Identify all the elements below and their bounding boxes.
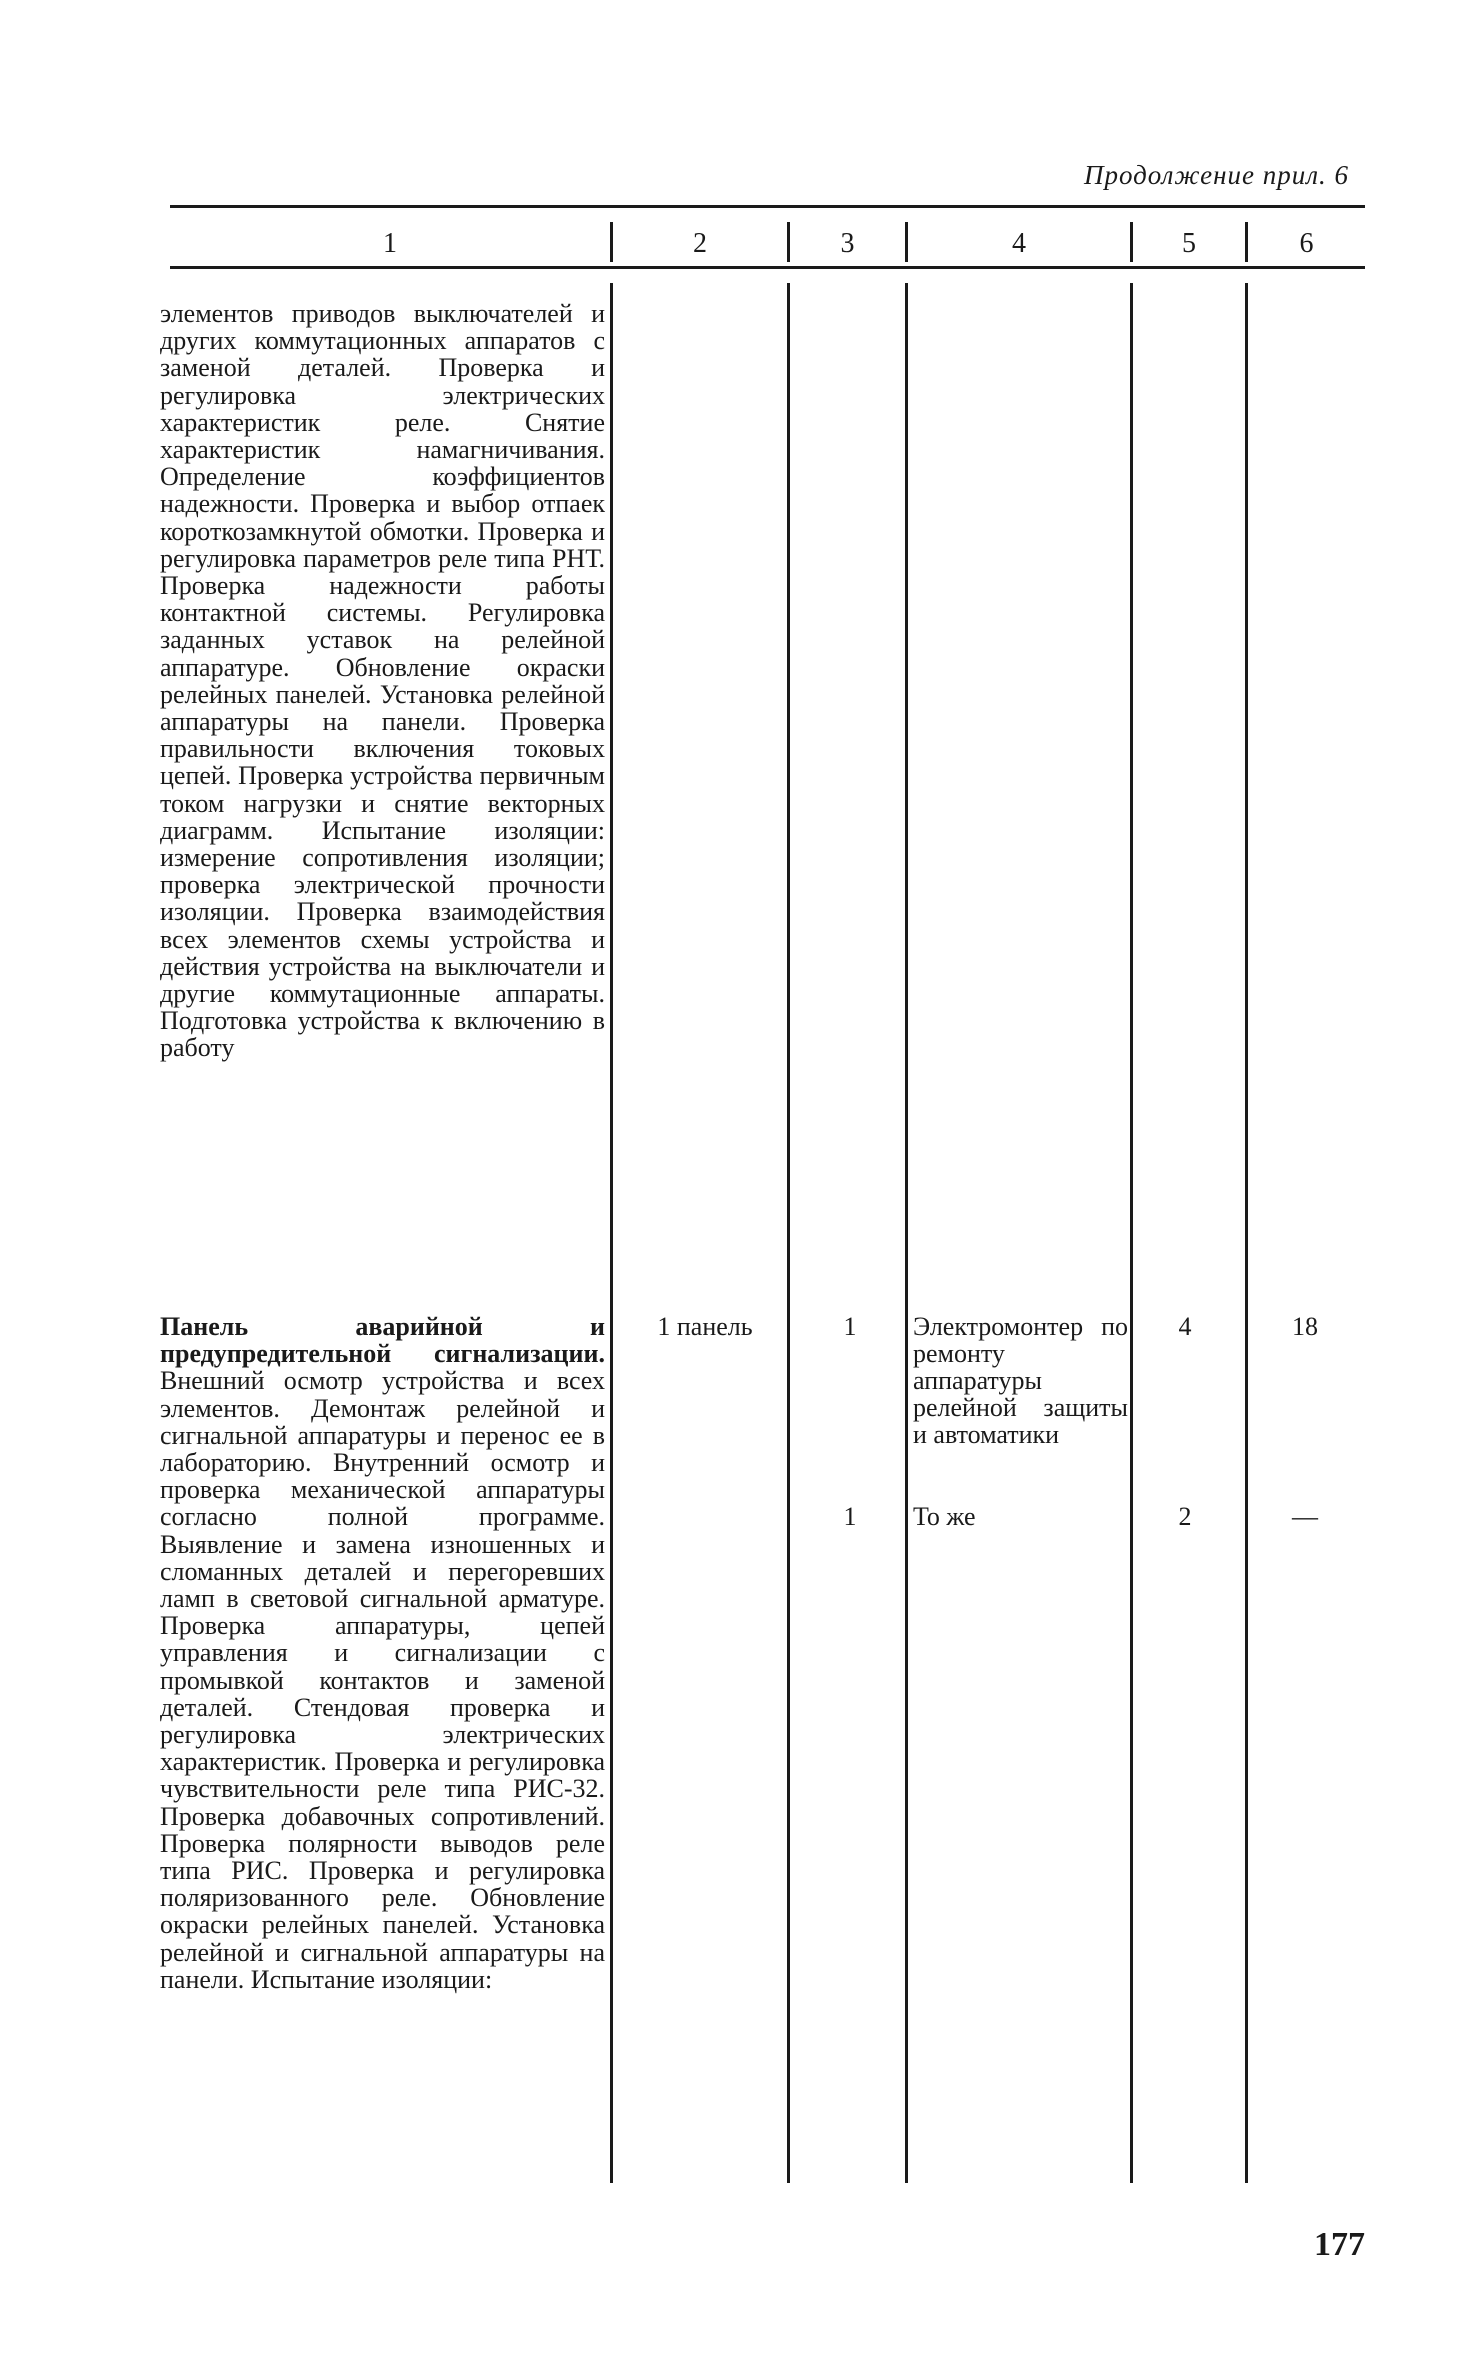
body-divider-2 <box>787 283 790 2183</box>
entry1-text: элементов приводов выключателей и других коммутационных аппаратов с заменой деталей. Проверка и регулировка электрических характеристик реле. Снятие характеристик намагничивания. Определение коэффициентов надежности. Проверка и выбор отпаек короткозамкнутой обмотки. Проверка и регулировка параметров реле типа РНТ. Проверка надежности работы контактной системы. Регулировка заданных уставок на релейной аппаратуре. Обновление окраски релейных панелей. Установка релейной аппаратуры на панели. Проверка правильности включения токовых цепей. Проверка устройства первичным током нагрузки и снятие векторных диаграмм. Испытание изоляции: измерение сопротивления изоляции; проверка электрической прочности изоляции. Проверка взаимодействия всех элементов схемы устройства и действия устройства на выключатели и другие коммутационные аппараты. Подготовка устройства к включению в работу <box>160 299 605 1063</box>
body-divider-1 <box>610 283 613 2183</box>
entry2-description <box>160 1313 605 1993</box>
entry2-row1-col2: 1 панель <box>657 1312 753 1341</box>
table-top-rule <box>170 205 1365 208</box>
header-col-3: 3 <box>840 228 855 259</box>
entry2-row1-col5: 4 <box>1178 1312 1192 1341</box>
entry2-paragraph <box>160 1313 605 1993</box>
entry2-row1-col6: 18 <box>1292 1312 1318 1341</box>
header-col-4: 4 <box>1012 228 1026 259</box>
header-col-5: 5 <box>1182 228 1196 259</box>
header-bottom-rule <box>170 266 1365 269</box>
entry2-row1-col3: 1 <box>843 1312 857 1341</box>
entry2-row1-col4: Электромонтер по ремонту аппаратуры релейной защиты и автоматики <box>913 1312 1128 1449</box>
entry2-row2-col5: 2 <box>1178 1502 1192 1531</box>
entry2-text: Внешний осмотр устройства и всех элементов. Демонтаж релейной и сигнальной аппаратуры и перенос ее в лабораторию. Внутренний осмотр и проверка механической аппаратуры согласно полной программе. Выявление и замена изношенных и сломанных деталей и перегоревших ламп в световой сигнальной арматуре. Проверка аппаратуры, цепей управления и сигнализации с промывкой контактов и заменой деталей. Стендовая проверка и регулировка электрических характеристик. Проверка и регулировка чувствительности реле типа РИС-32. Проверка добавочных сопротивлений. Проверка полярности выводов реле типа РИС. Проверка и регулировка поляризованного реле. Обновление окраски релейных панелей. Установка релейной и сигнальной аппаратуры на панели. Испытание изоляции: <box>160 1366 605 1994</box>
entry1-description <box>160 300 605 1062</box>
body-divider-4 <box>1130 283 1133 2183</box>
entry2-row2-col3: 1 <box>843 1502 857 1531</box>
entry2-row2-col6: — <box>1292 1502 1318 1531</box>
page-number: 177 <box>1314 2226 1365 2263</box>
header-col-6: 6 <box>1299 228 1314 259</box>
body-divider-3 <box>905 283 908 2183</box>
body-divider-5 <box>1245 283 1248 2183</box>
header-col-1: 1 <box>383 228 397 259</box>
header-col-2: 2 <box>693 228 707 259</box>
entry2-row2-col4: То же <box>913 1502 976 1531</box>
entry2-title: Панель аварийной и предупредительной сигнализации. <box>160 1312 605 1369</box>
continuation-label: Продолжение прил. 6 <box>1083 160 1349 190</box>
